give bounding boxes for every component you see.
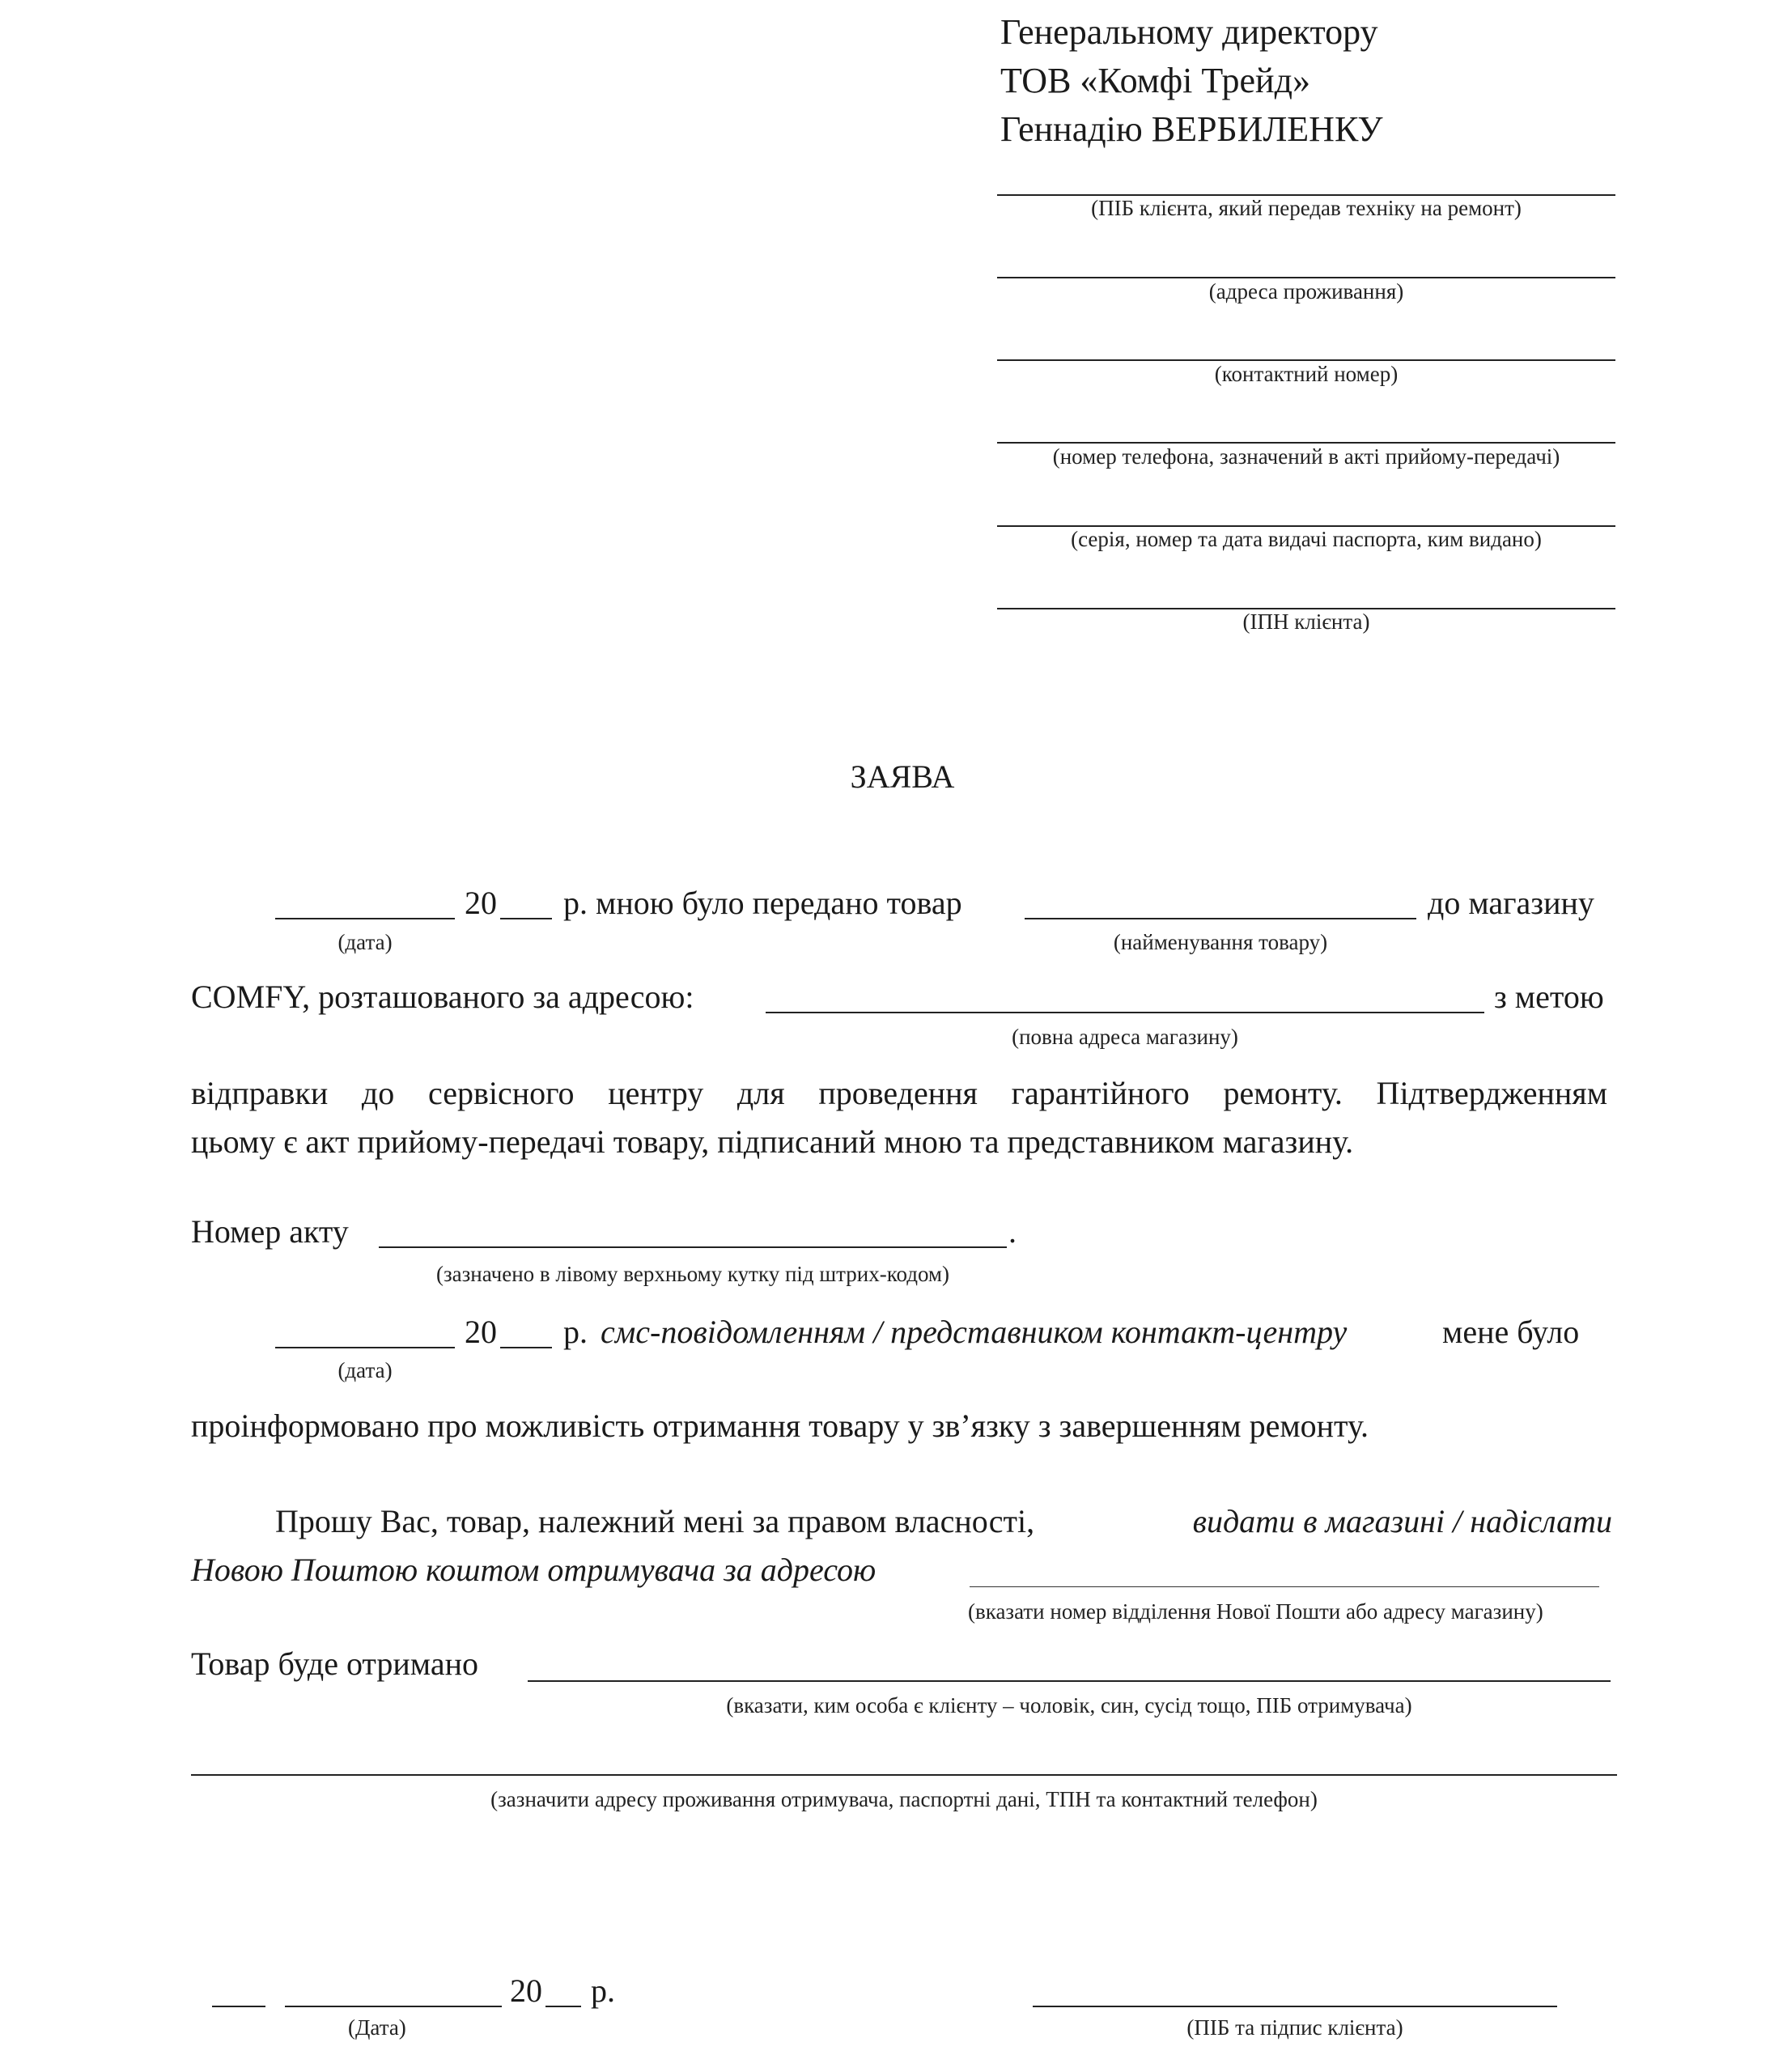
to-store-text: до магазину [1428,885,1594,921]
request-text: Прошу Вас, товар, належний мені за правом власності, [275,1503,1035,1539]
notice-tail-text: мене було [1442,1314,1580,1350]
notice-r: р. [563,1314,588,1350]
signature-caption: (ПІБ та підпис клієнта) [1186,2015,1403,2040]
signature-line[interactable] [1033,2006,1557,2007]
notice-year-prefix: 20 [465,1314,497,1350]
act-number-end: . [1008,1213,1017,1250]
repair-complete-text: проінформовано про можливість отримання товару у зв’язку з завершенням ремонту. [191,1408,1369,1444]
client-address-line[interactable] [997,277,1615,278]
footer-year-line[interactable] [545,2006,581,2007]
footer-day-line[interactable] [212,2006,265,2007]
notice-method-text: смс-повідомленням / представником контакт-центру [601,1314,1348,1350]
receiver-line[interactable] [528,1680,1611,1682]
nova-poshta-text: Новою Поштою коштом отримувача за адресою [191,1552,877,1588]
warranty-text-line-2: цьому є акт прийому-передачі товару, підписаний мною та представником магазину. [191,1123,1354,1160]
handover-text: р. мною було передано товар [563,885,962,921]
delivery-address-line[interactable] [970,1586,1599,1587]
notice-date-line[interactable] [275,1347,455,1348]
store-address-line[interactable] [766,1012,1484,1013]
store-address-lead: COMFY, розташованого за адресою: [191,979,694,1015]
delivery-options-text: видати в магазині / надіслати [1192,1503,1612,1539]
delivery-address-caption: (вказати номер відділення Нової Пошти або адресу магазину) [968,1599,1543,1624]
purpose-text: з метою [1494,979,1604,1015]
footer-year-prefix: 20 [510,1972,542,2009]
act-number-caption: (зазначено в лівому верхньому кутку під штрих-кодом) [435,1262,950,1286]
client-name-caption: (ПІБ клієнта, який передав техніку на ремонт) [1091,196,1522,220]
document-title: ЗАЯВА [850,758,955,795]
addressee-line-2: ТОВ «Комфі Трейд» [1000,61,1310,100]
receiver-caption: (вказати, ким особа є клієнту – чоловік, син, сусід тощо, ПІБ отримувача) [726,1693,1412,1717]
request-line-1 [275,1505,1612,1538]
notice-year-line[interactable] [500,1347,552,1348]
act-phone-caption: (номер телефона, зазначений в акті прийому-передачі) [1052,444,1560,469]
store-address-caption: (повна адреса магазину) [1012,1025,1238,1049]
handover-date-line[interactable] [275,918,455,919]
handover-date-caption: (дата) [337,930,393,954]
receiver-details-line[interactable] [191,1774,1617,1776]
client-phone-line[interactable] [997,359,1615,361]
footer-month-line[interactable] [285,2006,502,2007]
receiver-details-caption: (зазначити адресу проживання отримувача, паспортні дані, ТПН та контактний телефон) [490,1787,1318,1811]
handover-year-prefix: 20 [465,885,497,921]
passport-caption: (серія, номер та дата видачі паспорта, ким видано) [1071,527,1542,551]
product-name-line[interactable] [1025,918,1416,919]
product-name-caption: (найменування товару) [1113,930,1328,954]
handover-year-line[interactable] [500,918,552,919]
tax-id-caption: (ІПН клієнта) [1242,609,1370,634]
addressee-line-3: Геннадію ВЕРБИЛЕНКУ [1000,109,1383,149]
receiver-label: Товар буде отримано [191,1645,478,1682]
client-phone-caption: (контактний номер) [1214,362,1399,386]
footer-date-caption: (Дата) [348,2015,406,2040]
act-phone-line[interactable] [997,442,1615,444]
addressee-line-1: Генеральному директору [1000,12,1378,52]
client-address-caption: (адреса проживання) [1208,279,1404,304]
act-number-line[interactable] [379,1246,1007,1248]
act-number-label: Номер акту [191,1213,349,1250]
warranty-text-line-1: відправки до сервісного центру для проведення гарантійного ремонту. Підтвердженням [191,1075,1607,1111]
notice-date-caption: (дата) [337,1358,393,1382]
footer-r: р. [591,1972,615,2009]
